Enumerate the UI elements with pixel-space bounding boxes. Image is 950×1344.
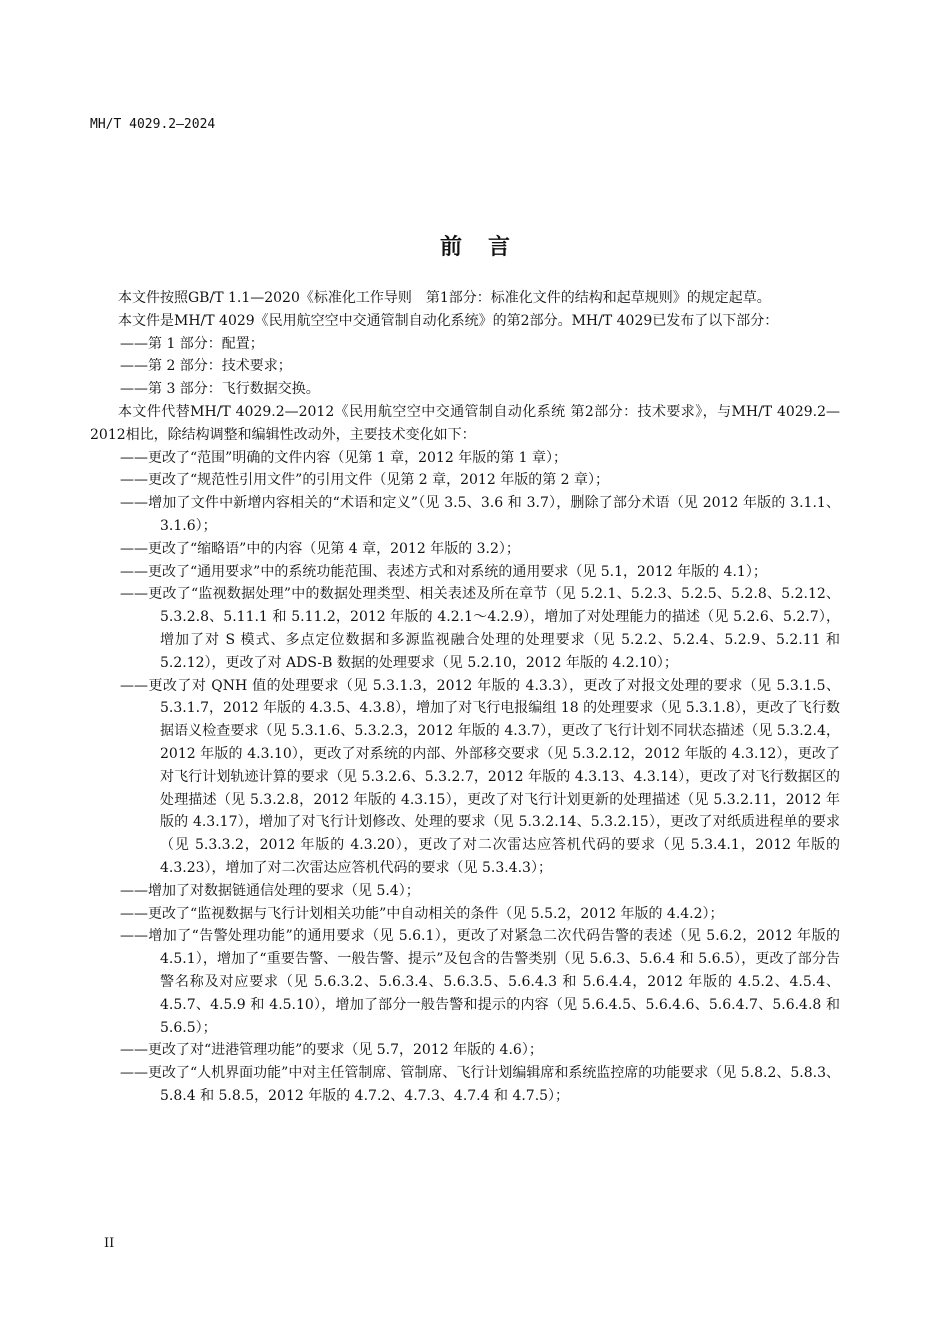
change-item: ——更改了对“进港管理功能”的要求（见 5.7，2012 年版的 4.6）；	[120, 1042, 543, 1059]
change-item: ——更改了“人机界面功能”中对主任管制席、管制席、飞行计划编辑席和系统监控席的功能要求（见 5.8.2、5.8.3、5.8.4 和 5.8.5，2012 年版的 4.7.2、4.7.3、4.7.4 和 4.7.5）；	[120, 1065, 841, 1104]
change-item: ——增加了对数据链通信处理的要求（见 5.4）；	[120, 882, 420, 899]
intro-paragraph-1: 本文件按照GB/T 1.1—2020《标准化工作导则 第1部分：标准化文件的结构和起草规则》的规定起草。	[118, 290, 771, 306]
change-item: ——更改了“规范性引用文件”的引用文件（见第 2 章，2012 年版的第 2 章）；	[120, 472, 610, 489]
change-item: ——增加了文件中新增内容相关的“术语和定义”（见 3.5、3.6 和 3.7），删除了部分术语（见 2012 年版的 3.1.1、3.1.6）；	[120, 495, 840, 534]
intro-paragraph-2: 本文件是MH/T 4029《民用航空空中交通管制自动化系统》的第2部分。MH/T 4029已发布了以下部分：	[118, 312, 779, 329]
foreword-body	[90, 287, 840, 1108]
page-number: II	[104, 1236, 115, 1251]
part-item: ——第 3 部分：飞行数据交换。	[120, 381, 320, 398]
part-item: ——第 2 部分：技术要求；	[120, 358, 292, 375]
replacement-paragraph: 本文件代替MH/T 4029.2—2012《民用航空空中交通管制自动化系统 第2部分：技术要求》，与MH/T 4029.2—2012相比，除结构调整和编辑性改动外，主要技术变化如下：	[90, 403, 840, 443]
change-item: ——增加了“告警处理功能”的通用要求（见 5.6.1），更改了对紧急二次代码告警的表述（见 5.6.2，2012 年版的 4.5.1），增加了“重要告警、一般告警、提示”及包含的告警类别（见 5.6.3、5.6.4 和 5.6.5），更改了部分告警名称及对应要求（见 5.6.3.2、5.6.3.4、5.6.3.5、5.6.4.3 和 5.6.4.4，2012 年版的 4.5.2、4.5.4、4.5.7、4.5.9 和 4.5.10），增加了部分一般告警和提示的内容（见 5.6.4.5、5.6.4.6、5.6.4.7、5.6.4.8 和 5.6.5）；	[120, 928, 840, 1036]
change-item: ——更改了“缩略语”中的内容（见第 4 章，2012 年版的 3.2）；	[120, 540, 520, 557]
part-item: ——第 1 部分：配置；	[120, 335, 264, 352]
change-item: ——更改了对 QNH 值的处理要求（见 5.3.1.3，2012 年版的 4.3.3），更改了对报文处理的要求（见 5.3.1.5、5.3.1.7，2012 年版的 4.3.5、4.3.8），增加了对飞行电报编组 18 的处理要求（见 5.3.1.8），更改了飞行数据语义检查要求（见 5.3.1.6、5.3.2.3，2012 年版的 4.3.7），更改了飞行计划不同状态描述（见 5.3.2.4，2012 年版的 4.3.10），更改了对系统的内部、外部移交要求（见 5.3.2.12，2012 年版的 4.3.12），更改了对飞行计划轨迹计算的要求（见 5.3.2.6、5.3.2.7，2012 年版的 4.3.13、4.3.14），更改了对飞行数据区的处理描述（见 5.3.2.8，2012 年版的 4.3.15），更改了对飞行计划更新的处理描述（见 5.3.2.11，2012 年版的 4.3.17），增加了对飞行计划修改、处理的要求（见 5.3.2.14、5.3.2.15），更改了对纸质进程单的要求（见 5.3.3.2，2012 年版的 4.3.20），更改了对二次雷达应答机代码的要求（见 5.3.4.1，2012 年版的 4.3.23），增加了对二次雷达应答机代码的要求（见 5.3.4.3）；	[120, 677, 840, 876]
change-item: ——更改了“监视数据与飞行计划相关功能”中自动相关的条件（见 5.5.2，2012 年版的 4.4.2）；	[120, 905, 724, 922]
change-item: ——更改了“范围”明确的文件内容（见第 1 章，2012 年版的第 1 章）；	[120, 449, 568, 466]
change-item: ——更改了“监视数据处理”中的数据处理类型、相关表述及所在章节（见 5.2.1、5.2.3、5.2.5、5.2.8、5.2.12、5.3.2.8、5.11.1 和 5.11.2，2012 年版的 4.2.1～4.2.9），增加了对处理能力的描述（见 5.2.6、5.2.7），增加了对 S 模式、多点定位数据和多源监视融合处理的处理要求（见 5.2.2、5.2.4、5.2.9、5.2.11 和 5.2.12），更改了对 ADS-B 数据的处理要求（见 5.2.10，2012 年版的 4.2.10）；	[120, 586, 840, 671]
change-item: ——更改了“通用要求”中的系统功能范围、表述方式和对系统的通用要求（见 5.1，2012 年版的 4.1）；	[120, 563, 767, 580]
page-title: 前言	[439, 234, 536, 260]
document-code: MH/T 4029.2—2024	[90, 117, 216, 132]
